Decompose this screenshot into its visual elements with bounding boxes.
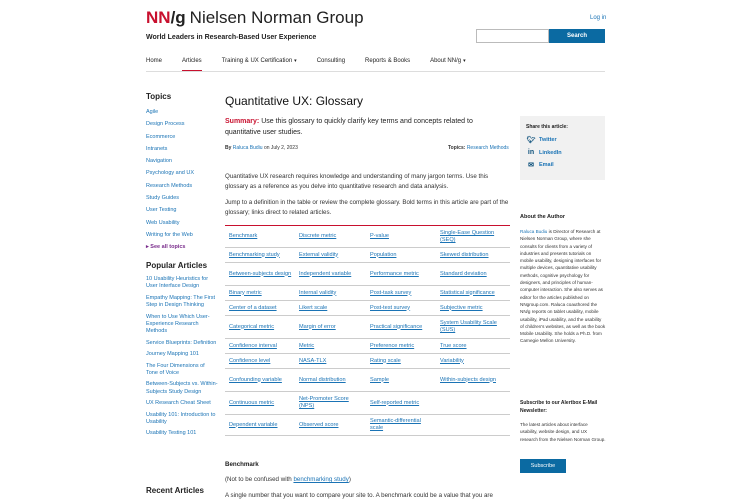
glossary-row: [225, 353, 510, 368]
search-button[interactable]: Search: [549, 29, 605, 43]
article-topics: Topics: Research Methods: [448, 145, 509, 151]
glossary-term-link[interactable]: Binary metric: [225, 285, 295, 300]
share-email[interactable]: ✉ Email: [526, 159, 599, 172]
author-bio-link[interactable]: Raluca Budiu: [520, 229, 548, 234]
nav-articles[interactable]: Articles: [182, 56, 202, 70]
glossary-term-link[interactable]: Skewed distribution: [436, 247, 510, 262]
recent-title: Recent Articles: [146, 486, 204, 495]
logo-mark: NN: [146, 8, 171, 27]
glossary-term-link[interactable]: Likert scale: [295, 300, 366, 315]
topic-link[interactable]: User Testing: [146, 207, 177, 214]
glossary-table: [225, 225, 510, 436]
intro-paragraph: Quantitative UX research requires knowledge and understanding of many jargon terms. Use this glossary as a reference as you delve into quantitative research and data analysis.: [225, 173, 489, 190]
glossary-term-link[interactable]: Within-subjects design: [436, 368, 510, 391]
glossary-term-link[interactable]: Continuous metric: [225, 391, 295, 414]
glossary-term-link[interactable]: Practical significance: [366, 315, 436, 338]
glossary-row: [225, 300, 510, 315]
glossary-term-link: [436, 391, 510, 414]
tagline: World Leaders in Research-Based User Experience: [146, 34, 317, 41]
glossary-term-link[interactable]: Population: [366, 247, 436, 262]
glossary-term-link[interactable]: Variability: [436, 353, 510, 368]
chevron-down-icon: ▾: [463, 58, 466, 64]
glossary-term-link[interactable]: Dependent variable: [225, 414, 295, 435]
glossary-term-link[interactable]: Confounding variable: [225, 368, 295, 391]
nav-reports[interactable]: Reports & Books: [365, 58, 411, 64]
popular-article-link[interactable]: UX Research Cheat Sheet: [146, 400, 211, 407]
glossary-term-link[interactable]: Benchmark: [225, 226, 295, 247]
glossary-row: [225, 226, 510, 247]
glossary-term-link[interactable]: Post-test survey: [366, 300, 436, 315]
author-bio: Raluca Budiu is Director of Research at Nielsen Norman Group, where she consults for clients from a variety of industries and presents tutorials on mobile usability, designing interfaces for multiple devices, quantitative usability methods, cognitive psychology for designers, and principles of human-computer interaction. She also serves as editor for the articles published on NNgroup.com. Raluca coauthored the NN/g reports on tablet usability, mobile usability, iPad usability, and the usability of children's websites, as well as the book Mobile Usability. She holds a Ph.D. from Carnegie Mellon University.: [520, 229, 606, 344]
nav-training[interactable]: Training & UX Certification ▾: [221, 58, 297, 64]
glossary-row: [225, 414, 510, 435]
glossary-term-link[interactable]: Preference metric: [366, 338, 436, 353]
glossary-term-link[interactable]: Internal validity: [295, 285, 366, 300]
topic-link[interactable]: Navigation: [146, 158, 172, 165]
share-title: Share this article:: [526, 124, 568, 130]
topic-link[interactable]: Ecommerce: [146, 133, 176, 140]
author-link[interactable]: Raluca Budiu: [232, 145, 263, 151]
topic-link[interactable]: Web Usability: [146, 219, 180, 226]
glossary-term-link[interactable]: Observed score: [295, 414, 366, 435]
glossary-term-link[interactable]: Margin of error: [295, 315, 366, 338]
glossary-term-link[interactable]: Metric: [295, 338, 366, 353]
subscribe-title: Subscribe to our Alertbox E-Mail Newsletter:: [520, 400, 598, 414]
glossary-row: [225, 285, 510, 300]
popular-article-link[interactable]: Empathy Mapping: The First Step in Design Thinking: [146, 294, 215, 309]
glossary-term-link[interactable]: Subjective metric: [436, 300, 510, 315]
about-author-title: About the Author: [520, 214, 566, 220]
glossary-term-link[interactable]: Center of a dataset: [225, 300, 295, 315]
popular-article-link[interactable]: Service Blueprints: Definition: [146, 339, 217, 346]
article-title: Quantitative UX: Glossary: [225, 94, 364, 108]
benchmark-note: (Not to be confused with benchmarking study): [225, 476, 351, 483]
nav-consulting[interactable]: Consulting: [316, 58, 346, 64]
share-box: [520, 116, 605, 180]
summary-label: Summary:: [225, 118, 260, 125]
topic-link[interactable]: Design Process: [146, 121, 185, 128]
glossary-term-link[interactable]: External validity: [295, 247, 366, 262]
glossary-term-link[interactable]: Benchmarking study: [225, 247, 295, 262]
topic-link[interactable]: Research Methods: [146, 182, 193, 189]
glossary-term-link[interactable]: Standard deviation: [436, 262, 510, 285]
popular-article-link[interactable]: The Four Dimensions of Tone of Voice: [146, 362, 205, 376]
nng-logo[interactable]: [146, 8, 364, 28]
glossary-term-link[interactable]: Confidence level: [225, 353, 295, 368]
benchmark-heading: Benchmark: [225, 461, 259, 468]
popular-article-link[interactable]: When to Use Which User-Experience Research Methods: [146, 313, 210, 335]
nav-about[interactable]: About NN/g ▾: [430, 58, 466, 64]
popular-article-link[interactable]: Usability 101: Introduction to Usability: [146, 411, 216, 425]
nav-home[interactable]: Home: [146, 58, 163, 64]
glossary-term-link[interactable]: System Usability Scale (SUS): [436, 315, 510, 338]
glossary-row: [225, 262, 510, 285]
subscribe-text: The latest articles about interface usability, website design, and UX research from the Nielsen Norman Group.: [520, 422, 606, 442]
glossary-term-link[interactable]: NASA-TLX: [295, 353, 366, 368]
subscribe-button[interactable]: Subscribe: [520, 459, 566, 473]
glossary-row: [225, 368, 510, 391]
topic-link[interactable]: Agile: [146, 109, 159, 115]
glossary-row: [225, 391, 510, 414]
byline: By Raluca Budiu on July 2, 2023: [225, 145, 298, 151]
glossary-row: [225, 315, 510, 338]
popular-article-link[interactable]: Between-Subjects vs. Within-Subjects Study Design: [146, 381, 218, 395]
glossary-term-link[interactable]: Rating scale: [366, 353, 436, 368]
popular-article-link[interactable]: 10 Usability Heuristics for User Interface Design: [146, 276, 209, 290]
topic-link[interactable]: Psychology and UX: [146, 170, 194, 177]
glossary-term-link[interactable]: Sample: [366, 368, 436, 391]
topic-tag-link[interactable]: Research Methods: [466, 145, 509, 151]
popular-article-link[interactable]: Journey Mapping 101: [146, 351, 199, 358]
glossary-term-link[interactable]: Self-reported metric: [366, 391, 436, 414]
chevron-down-icon: ▾: [294, 58, 297, 64]
login-link[interactable]: Log in: [590, 15, 607, 21]
main-nav: [146, 56, 486, 70]
see-all-topics-link[interactable]: ▸ See all topics: [146, 244, 186, 251]
jump-paragraph: Jump to a definition in the table or review the complete glossary. Bold terms in this article are part of the glossary; links direct to related articles.: [225, 199, 509, 216]
glossary-term-link[interactable]: Normal distribution: [295, 368, 366, 391]
glossary-term-link[interactable]: Single-Ease Question (SEQ): [436, 226, 510, 247]
popular-article-link[interactable]: Usability Testing 101: [146, 430, 197, 437]
benchmarking-study-link[interactable]: benchmarking study: [293, 476, 349, 483]
popular-title: Popular Articles: [146, 261, 208, 270]
glossary-term-link[interactable]: Net-Promoter Score (NPS): [295, 391, 366, 414]
glossary-term-link[interactable]: Semantic-differential scale: [366, 414, 436, 435]
article-summary: [225, 116, 510, 138]
nav-divider: [146, 71, 605, 72]
glossary-term-link[interactable]: True score: [436, 338, 510, 353]
topic-link[interactable]: Writing for the Web: [146, 231, 193, 238]
topic-link[interactable]: Study Guides: [146, 195, 180, 202]
twitter-icon: 🐦︎: [526, 137, 536, 145]
topics-list: [146, 106, 194, 254]
glossary-term-link[interactable]: Statistical significance: [436, 285, 510, 300]
topics-title: Topics: [146, 92, 172, 101]
glossary-term-link[interactable]: Between-subjects design: [225, 262, 295, 285]
search-input[interactable]: [476, 29, 549, 43]
glossary-term-link[interactable]: Post-task survey: [366, 285, 436, 300]
logo-name: Nielsen Norman Group: [189, 8, 364, 27]
glossary-row: [225, 247, 510, 262]
glossary-term-link[interactable]: P-value: [366, 226, 436, 247]
glossary-term-link: [436, 414, 510, 435]
glossary-term-link[interactable]: Discrete metric: [295, 226, 366, 247]
topic-link[interactable]: Intranets: [146, 145, 168, 152]
popular-list: [146, 276, 218, 442]
email-icon: ✉: [528, 162, 534, 170]
logo-slash: /g: [170, 8, 186, 27]
benchmark-definition: A single number that you want to compare your site to. A benchmark could be a value that you are: [225, 492, 493, 499]
summary-text: Use this glossary to quickly clarify key terms and concepts related to quantitative user studies.: [225, 118, 473, 136]
linkedin-icon: in: [527, 149, 535, 157]
glossary-row: [225, 338, 510, 353]
share-linkedin[interactable]: in LinkedIn: [527, 149, 562, 157]
glossary-term-link[interactable]: Performance metric: [366, 262, 436, 285]
share-twitter[interactable]: 🐦︎ Twitter: [526, 137, 557, 145]
glossary-term-link[interactable]: Independent variable: [295, 262, 366, 285]
glossary-term-link[interactable]: Confidence interval: [225, 338, 295, 353]
chevron-right-icon: ▸: [146, 244, 151, 251]
glossary-term-link[interactable]: Categorical metric: [225, 315, 295, 338]
